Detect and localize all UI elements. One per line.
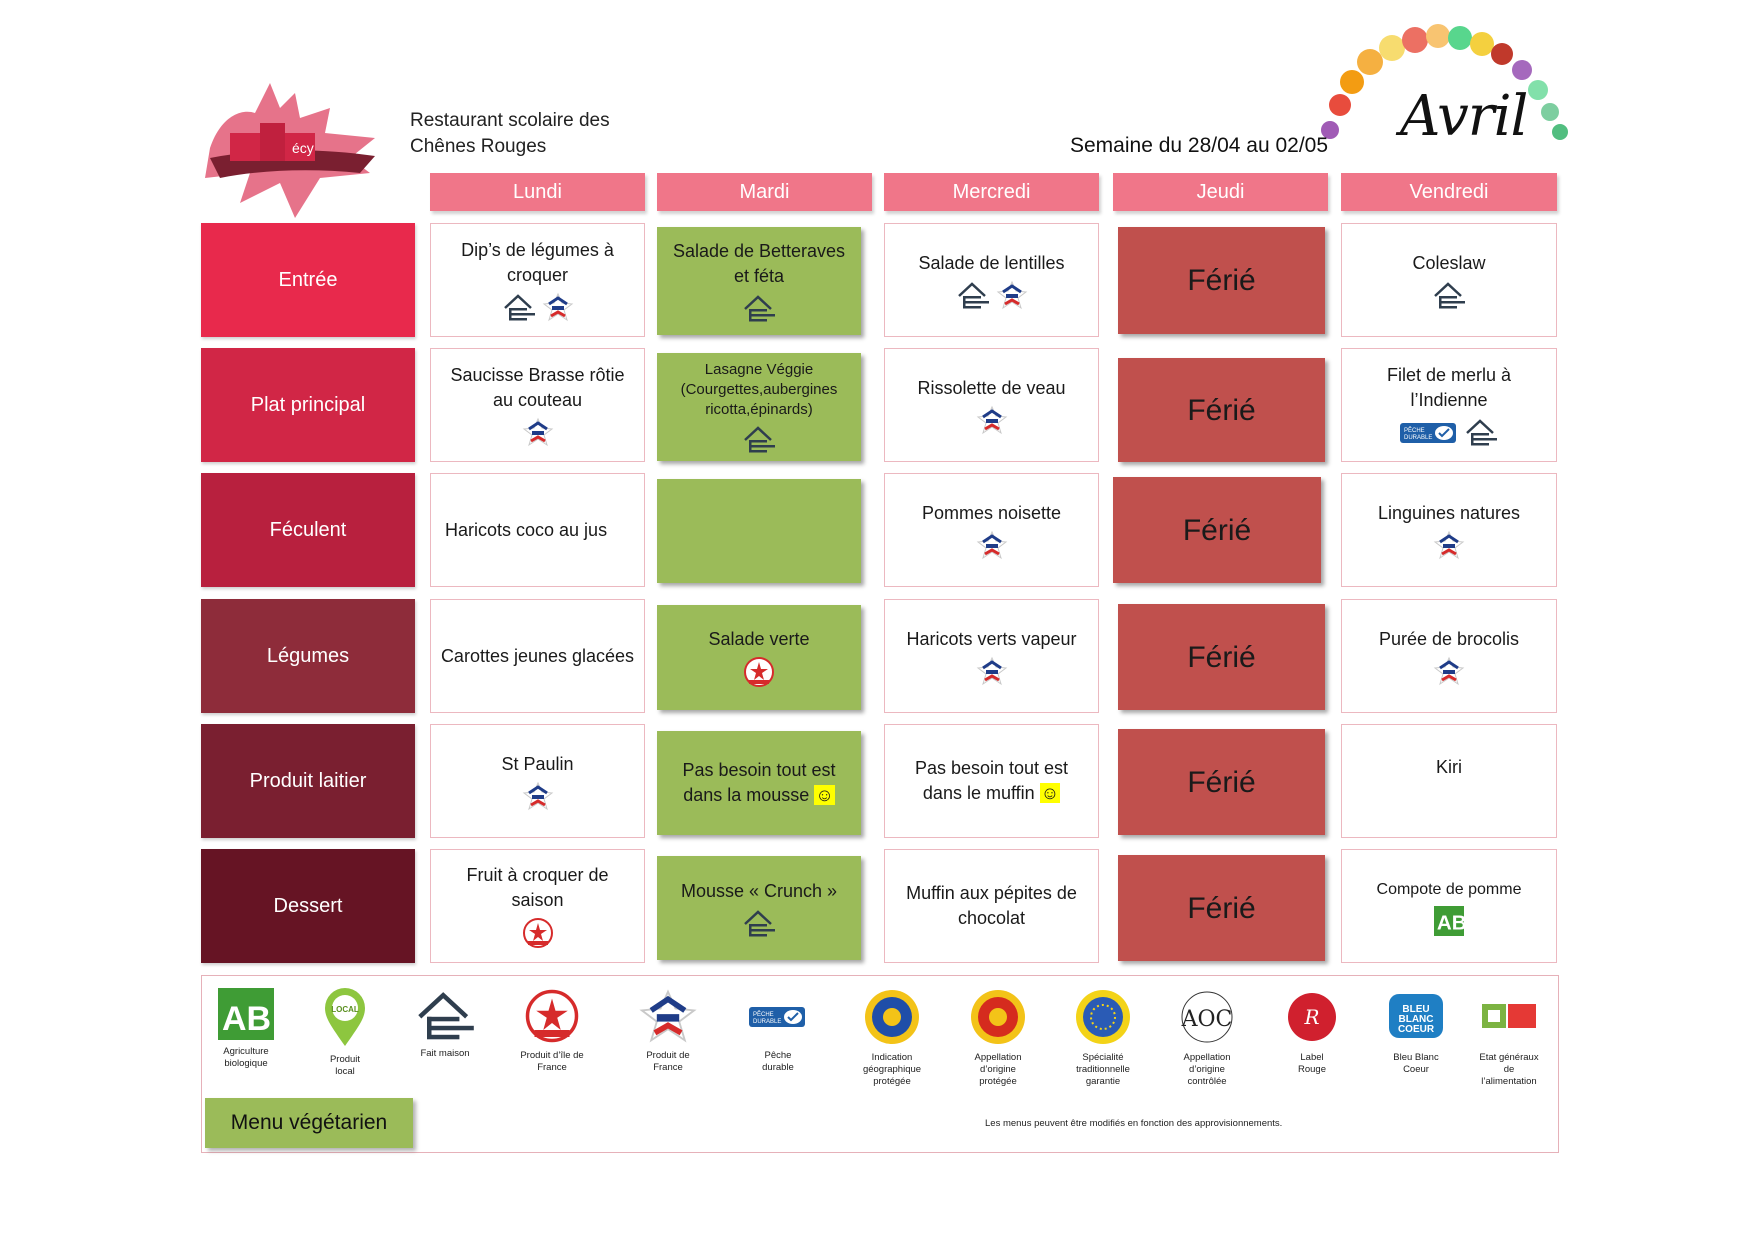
category-legumes: Légumes [201,599,415,713]
legend-label-line: Bleu Blanc [1393,1052,1439,1063]
smiley-icon: ☺ [1040,783,1060,803]
fait-maison-icon [742,908,776,938]
disclaimer-note: Les menus peuvent être modifiés en fonction des approvisionnements. [985,1118,1283,1129]
legend-label-line: Label [1300,1052,1324,1063]
category-produit-laitier: Produit laitier [201,724,415,838]
produit-ile-de-france-icon [743,656,775,688]
legend-label-line: traditionnelle [1076,1064,1130,1075]
dish-label: Rissolette de veau [917,377,1066,398]
category-plat-principal: Plat principal [201,348,415,462]
dish-label [893,756,1090,806]
produit-ile-de-france-icon [522,917,554,949]
menu-cell-mercredi-feculent [884,473,1099,587]
restaurant-name [410,108,650,160]
day-header-jeudi: Jeudi [1113,173,1328,211]
restaurant-name-line2: Chênes Rouges [410,136,547,157]
svg-text:COEUR: COEUR [1397,1024,1435,1035]
menu-cell-jeudi-entree [1118,227,1325,334]
legend-label-line: d’origine [980,1064,1016,1075]
dish-label: Fruit à croquer de saison [466,865,609,910]
dish-label: Muffin aux pépites de chocolat [906,883,1077,928]
dish-label: Salade de lentilles [918,252,1065,273]
svg-text:BLANC: BLANC [1398,1014,1434,1025]
legend-peche-durable [728,988,828,1074]
menu-cell-vendredi-laitier [1341,724,1557,838]
holiday-label: Férié [1187,765,1256,799]
fait-maison-icon [1464,417,1498,447]
menu-cell-vendredi-feculent [1341,473,1557,587]
day-header-mercredi: Mercredi [884,173,1099,211]
legend-produit-de-france [618,988,718,1074]
dish-label: Saucisse Brasse rôtie au couteau [450,365,625,410]
restaurant-name-line1: Restaurant scolaire des [410,110,610,131]
menu-cell-mercredi-plat [884,348,1099,462]
legend-label-line: durable [762,1062,794,1073]
menu-cell-lundi-laitier [430,724,645,838]
menu-cell-mardi-laitier [657,731,861,835]
dish-label: Compote de pomme [1376,880,1522,898]
dish-label: Filet de merlu à l’Indienne [1386,365,1512,410]
produit-de-france-icon [996,280,1028,310]
legend-label-line: Pêche [764,1050,792,1061]
menu-cell-vendredi-plat [1341,348,1557,462]
legend-label-line: Rouge [1298,1064,1326,1075]
dish-label: Linguines natures [1377,502,1521,523]
menu-cell-lundi-feculent [430,473,645,587]
fait-maison-icon [413,988,477,1042]
category-feculent: Féculent [201,473,415,587]
legend-label-line: Appellation [974,1052,1022,1063]
category-entree: Entrée [201,223,415,337]
fait-maison-icon [956,280,990,310]
legend-label-line: biologique [224,1058,268,1069]
menu-cell-mardi-feculent [657,479,861,583]
bleu-blanc-coeur-icon [1385,988,1447,1046]
restaurant-logo [200,78,400,218]
day-header-lundi: Lundi [430,173,645,211]
menu-cell-vendredi-entree [1341,223,1557,337]
category-dessert: Dessert [201,849,415,963]
menu-cell-mardi-dessert [657,856,861,960]
menu-cell-lundi-entree [430,223,645,337]
legend-label-line: Produit [329,1054,361,1065]
aoc-seal-icon [1178,988,1236,1046]
legend-label-rouge [1262,988,1362,1076]
legend-label-line: local [335,1066,355,1077]
legend-label-line: France [653,1062,683,1073]
agriculture-biologique-icon [1434,906,1464,936]
svg-text:AB: AB [222,1000,272,1038]
legend-igp [842,988,942,1088]
holiday-label: Férié [1182,513,1252,547]
produit-de-france-icon [522,417,554,447]
produit-de-france-icon [976,656,1008,686]
peche-durable-icon [749,988,807,1044]
legend-label-line: garantie [1085,1076,1121,1087]
fait-maison-icon [502,292,536,322]
legend-label-line: Appellation [1183,1052,1231,1063]
dish-label: Salade de Betteraves et féta [672,241,846,286]
legend-label-line: Fait maison [420,1048,470,1059]
legend-label-line: Coeur [1403,1064,1429,1075]
produit-de-france-icon [1433,656,1465,686]
holiday-label: Férié [1187,891,1256,925]
legend-aop [948,988,1048,1088]
month-label: Avril [1400,84,1528,149]
menu-cell-jeudi-dessert [1118,855,1325,961]
menu-cell-jeudi-legumes [1118,604,1325,710]
menu-cell-lundi-plat [430,348,645,462]
holiday-label: Férié [1187,393,1256,427]
produit-de-france-icon [976,405,1008,435]
igp-seal-icon [863,988,921,1046]
week-label: Semaine du 28/04 au 02/05 [1070,134,1329,157]
menu-cell-lundi-legumes [430,599,645,713]
legend-etats-generaux [1459,988,1559,1088]
legend-label-line: France [537,1062,567,1073]
svg-text:AOC: AOC [1181,1007,1233,1032]
svg-text:LOCAL: LOCAL [331,1005,359,1014]
dish-label: Salade verte [708,629,810,649]
dish-text: Pas besoin tout est dans la mousse [682,760,836,805]
produit-de-france-icon [637,988,699,1044]
dish-label: Dip’s de légumes à croquer [461,240,614,285]
menu-cell-jeudi-plat [1118,358,1325,462]
legend-label-line: Spécialité [1082,1052,1124,1063]
dish-label: Pommes noisette [921,502,1062,523]
menu-cell-lundi-dessert [430,849,645,963]
legend-label-line: Produit d’île de [520,1050,584,1061]
day-header-vendredi: Vendredi [1341,173,1557,211]
svg-text:R: R [1304,1005,1320,1029]
legend-label-line: contrôlée [1187,1076,1227,1087]
fait-maison-icon [1432,280,1466,310]
day-header-mardi: Mardi [657,173,872,211]
legend-label-line: de [1503,1064,1515,1075]
legend-label-line: Etat généraux [1479,1052,1539,1063]
legend-label-line: géographique [862,1064,922,1075]
legend-produit-ile-de-france [502,988,602,1074]
legend-label-line: Indication [871,1052,913,1063]
produit-de-france-icon [976,530,1008,560]
svg-text:BLEU: BLEU [1402,1004,1430,1015]
dish-text: Pas besoin tout est dans le muffin [914,758,1069,803]
dish-label: Purée de brocolis [1378,628,1520,649]
legend-label-line: protégée [979,1076,1017,1087]
holiday-label: Férié [1187,640,1256,674]
menu-cell-mercredi-legumes [884,599,1099,713]
dish-label: Lasagne Véggie (Courgettes,aubergines ricotta,épinards) [680,361,838,418]
label-rouge-icon [1283,988,1341,1046]
dish-label: St Paulin [501,753,574,774]
menu-cell-mercredi-entree [884,223,1099,337]
location-pin-icon [323,988,367,1048]
legend-label-line: protégée [873,1076,911,1087]
menu-cell-mardi-entree [657,227,861,335]
etats-generaux-icon [1480,988,1538,1046]
menu-cell-jeudi-laitier [1118,729,1325,835]
svg-text:écy: écy [292,140,314,156]
legend-label-line: Agriculture [223,1046,269,1057]
legend-agriculture-biologique [196,988,296,1070]
legend-produit-local [295,988,395,1078]
dish-label: Mousse « Crunch » [680,880,838,901]
legend-fait-maison [395,988,495,1060]
legend-label-line: Produit de [646,1050,690,1061]
menu-cell-vendredi-legumes [1341,599,1557,713]
legend-label-line: d’origine [1189,1064,1225,1075]
fait-maison-icon [742,424,776,454]
aop-seal-icon [969,988,1027,1046]
agriculture-biologique-icon [217,988,275,1040]
menu-cell-jeudi-feculent [1113,477,1321,583]
menu-cell-vendredi-dessert [1341,849,1557,963]
fait-maison-icon [742,293,776,323]
menu-cell-mardi-legumes [657,605,861,710]
holiday-label: Férié [1187,264,1256,297]
menu-cell-mercredi-laitier [884,724,1099,838]
produit-de-france-icon [542,292,574,322]
dish-label: Coleslaw [1412,252,1486,273]
legend-aoc [1157,988,1257,1088]
legend-stg [1053,988,1153,1088]
produit-ile-de-france-icon [523,988,581,1044]
dish-label: Haricots verts vapeur [906,628,1077,649]
dish-label: Carottes jeunes glacées [440,645,635,666]
legend-label-line: l’alimentation [1481,1076,1537,1087]
dish-label: Haricots coco au jus [445,519,608,540]
menu-cell-mardi-plat [657,353,861,461]
produit-de-france-icon [522,781,554,811]
peche-durable-icon [1400,417,1458,447]
vegetarian-menu-key: Menu végétarien [205,1098,413,1148]
produit-de-france-icon [1433,530,1465,560]
smiley-icon: ☺ [815,785,834,805]
legend-bleu-blanc-coeur [1366,988,1466,1076]
menu-cell-mercredi-dessert [884,849,1099,963]
dish-label: Kiri [1436,757,1462,777]
dish-label [665,758,853,808]
stg-seal-icon [1074,988,1132,1046]
